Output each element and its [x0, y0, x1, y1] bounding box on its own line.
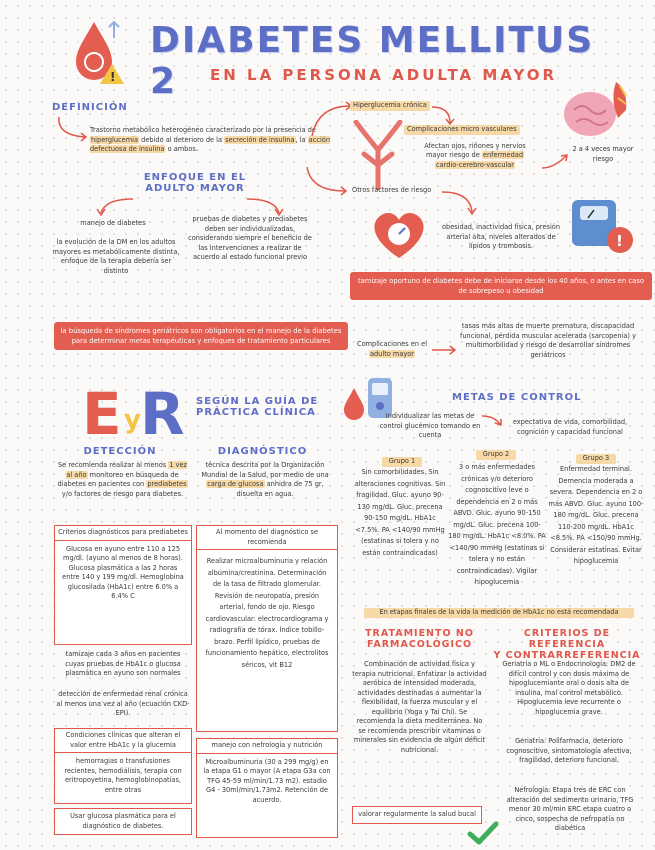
page-subtitle: EN LA PERSONA ADULTA MAYOR — [210, 66, 558, 84]
otros-text: obesidad, inactividad física, presión arterial alta, niveles alterados de lípidos y trombosis. — [441, 223, 561, 251]
referencia-heading: CRITERIOS DE REFERENCIA Y CONTRARREFERENCIA — [493, 628, 641, 661]
grupo3-title: Grupo 3 — [576, 454, 616, 464]
condiciones-box — [54, 728, 192, 804]
veces-text: 2 a 4 veces mayor riesgo — [572, 145, 634, 163]
svg-text:!: ! — [110, 70, 116, 84]
criterios-text: Glucosa en ayuno entre 110 a 125 mg/dl. (ayuno al menos de 8 horas). Glucosa plasmática a las 2 horas entre 140 y 199 mg/dl. Hemoglobina glucosilada (HbA1c) entre 6.0% a 6.4% C — [62, 544, 184, 601]
brain-heart-icon — [560, 78, 640, 143]
nefro-text: Microalbuminuria (30 a 299 mg/g) en la etapa G1 o mayor (A etapa G3a con TFG 45-59 ml/min/1.73 m2). estadio G4 - 30ml/min/1.73m2. Retención de acuerdo. — [203, 757, 331, 804]
referencia-nefro: Nefrología: Etapa tres de ERC con alteración del sedimento urinario, TFG menor 30 ml/min ERC etapa cuatro o cinco, sospecha de nefropatía no diabética — [506, 786, 634, 833]
organs-text: Afectan ojos, riñones y nervios — [424, 142, 526, 150]
evolucion-text: la evolución de la DM en los adultos mayores es metabólicamente distinta, enfoque de la terapia debería ser distinto — [52, 238, 180, 275]
individualizar-text: Individualizar las metas de control glucémico tomando en cuenta — [379, 412, 481, 440]
arrow-complicaciones — [430, 344, 460, 356]
referencia-geriatria-b: Geriatría: Polifarmacia, deterioro cognoscitivo, sintomatología afectiva, fragilidad, deterioro funcional. — [506, 737, 632, 765]
momento-title: Al momento del diagnóstico se recomienda — [197, 526, 337, 550]
momento-text: Realizar microalbuminuria y relación albúmina/creatinina. Determinación de la tasa de filtrado glomerular. Revisión de neuropatía, presión arterial, fondo de ojo. Riesgo cardiovascular: electrocardiograma y radiografía de tórax. Índice tobillo-brazo. Perfil lipídico, pruebas de funcionamiento hepático, electrolitos séricos, vit B12 — [205, 557, 329, 669]
complicaciones-text: Complicaciones en el adulto mayor — [356, 340, 428, 358]
arrow-otros — [305, 165, 355, 197]
riesgo-text: mayor riesgo de enfermedad cardio-cerebro-vascular — [425, 151, 524, 169]
eyr-logo — [80, 378, 190, 440]
tratamiento-heading: TRATAMIENTO NO FARMACOLÓGICO — [365, 628, 474, 650]
definicion-text: Trastorno metabólico heterogéneo caracterizado por la presencia de hiperglucemia debido al deterioro de la secreción de insulina, la acción defectuosa de insulina o ambos. — [90, 126, 331, 154]
otros-label: Otros factores de riesgo — [352, 186, 432, 194]
svg-text:E: E — [82, 380, 122, 440]
heart-pressure-icon — [368, 206, 430, 262]
grupo1-text: Sin comorbilidades. Sin alteraciones cognitivas. Sin fragilidad. Gluc. ayuno 90-130 mg/dL. Gluc. precena 90-150 mg/dL. HbA1c <7.5%. PA <140/90 mmHg (estatinas si tolera y no están contraindicadas) — [354, 468, 446, 557]
referencia-geriatria-a: Geriatría o ML o Endocrinología: DM2 de difícil control y con dosis máxima de hipoglucemiante oral o dosis alta de insulina, mal control metabólico. Hipoglucemia leve recurrente o hipoglucemia grave. — [502, 660, 636, 716]
etapas-finales: En etapas finales de la vida la medición de HbA1c no está recomendada — [364, 608, 634, 618]
criterios-title: Criterios diagnósticos para prediabetes — [55, 526, 191, 541]
usar-box: Usar glucosa plasmática para el diagnóstico de diabetes. — [54, 808, 192, 835]
blood-vessel-icon — [350, 120, 406, 190]
diagnostico-text: técnica descrita por la Organización Mundial de la Salud, por medio de una carga de glucosa anhidra de 75 gr, disuelta en agua. — [201, 461, 329, 498]
valorar-box: valorar regularmente la salud bucal — [352, 806, 482, 824]
nefro-box — [196, 738, 338, 838]
svg-text:y: y — [124, 405, 141, 435]
checkmark-icon — [466, 820, 500, 846]
arrow-metas — [480, 412, 506, 428]
micro-label: Complicaciones micro vasculares — [404, 125, 520, 135]
pruebas-text: pruebas de diabetes y prediabetes deben ser individualizadas, considerando siempre el beneficio de las intervenciones a realizar de acuerdo al estado funcional previo — [188, 215, 312, 262]
scale-icon — [568, 196, 638, 258]
deteccion-heading: DETECCIÓN — [83, 446, 157, 457]
arrow-micro — [430, 105, 460, 127]
enfoque-heading: ENFOQUE EN EL ADULTO MAYOR — [143, 172, 247, 194]
metas-heading: METAS DE CONTROL — [452, 392, 582, 403]
blood-drop-icon — [70, 18, 130, 88]
svg-text:R: R — [140, 380, 185, 440]
arrow-enfoque-right — [245, 195, 285, 217]
grupo3-text: Enfermedad terminal. Demencia moderada a severa. Dependencia en 2 o más ABVD. Gluc. ayuno 100-180 mg/dL. Gluc. precena 110-200 mg/dL. HbA1c <8.5%. PA <150/90 mmHg. Considerar estatinas. Evitar hipoglucemia — [548, 465, 644, 566]
diagnostico-heading: DIAGNÓSTICO — [217, 446, 308, 457]
expectativa-text: expectativa de vida, comorbilidad, cognición y capacidad funcional — [512, 418, 628, 436]
hiperglucemia-label: Hiperglucemia crónica — [350, 101, 430, 111]
condiciones-text: hemorragias o transfusiones recientes, hemodiálisis, terapia con eritropoyetina, hemoglobinopatías, entre otras — [64, 757, 182, 794]
renal-text: detección de enfermedad renal crónica al menos una vez al año (ecuación CKD-EPI). — [56, 690, 190, 718]
tratamiento-text: Combinación de actividad física y terapia nutricional. Enfatizar la actividad aeróbica de intensidad moderada, actividades destinadas a aumentar la flexibilidad, la fuerza muscular y el equilibrio (Yoga y Tai Chi). Se recomienda la dieta mediterránea. No se recomienda prescribir vitaminas o minerales sin evidencia de algún déficit nutricional. — [352, 660, 487, 754]
arrow-definicion — [55, 115, 95, 145]
condiciones-title: Condiciones clínicas que alteran el valor entre HbA1c y la glucemia — [55, 729, 191, 753]
complicaciones-result: tasas más altas de muerte prematura, discapacidad funcional, pérdida muscular acelerada (sarcopenia) y multimorbilidad y riesgo de desarrollar síndromes geriátricos — [460, 322, 636, 359]
nefro-title: manejo con nefrología y nutrición — [197, 739, 337, 754]
page-title: DIABETES MELLITUS 2 — [150, 20, 595, 102]
arrow-veces — [540, 152, 572, 172]
momento-box — [196, 525, 338, 732]
deteccion-text: Se recomienda realizar al menos 1 vez al año monitoreo en búsqueda de diabetes en pacientes con prediabetes y/o factores de riesgo para diabetes. — [57, 461, 187, 498]
definicion-heading: DEFINICIÓN — [52, 102, 128, 113]
svg-text:!: ! — [616, 232, 623, 250]
grupo2-title: Grupo 2 — [476, 450, 516, 460]
grupo1-title: Grupo 1 — [382, 457, 422, 467]
criterios-box — [54, 525, 192, 645]
tamizaje-3-text: tamizaje cada 3 años en pacientes cuyas pruebas de HbA1c o glucosa plasmática en ayuno son normales — [65, 650, 181, 678]
arrow-otros2 — [440, 190, 480, 220]
arrow-enfoque-left — [95, 195, 135, 217]
busqueda-box: la búsqueda de síndromes geriátricos son obligatorios en el manejo de la diabetes para determinar metas terapéuticas y enfoques de tratamiento particulares — [54, 322, 348, 350]
tamizaje-box: tamizaje oportuno de diabetes debe de iniciarse desde los 40 años, o antes en caso de sobrepeso u obesidad — [350, 272, 652, 300]
manejo-text: manejo de diabetes — [80, 219, 146, 227]
grupo2-text: 3 o más enfermedades crónicas y/o deterioro cognoscitivo leve o dependencia en 2 o más ABVD. Gluc. ayuno 90-150 mg/dL. Gluc. precena 100-180 mg/dL. HbA1c <8.0%. PA <140/90 mmHg (estatinas si tolera y no están contraindicadas). Vigilar hipoglucemia — [448, 463, 546, 587]
guia-heading: SEGÚN LA GUÍA DE PRÁCTICA CLÍNICA — [196, 396, 319, 418]
